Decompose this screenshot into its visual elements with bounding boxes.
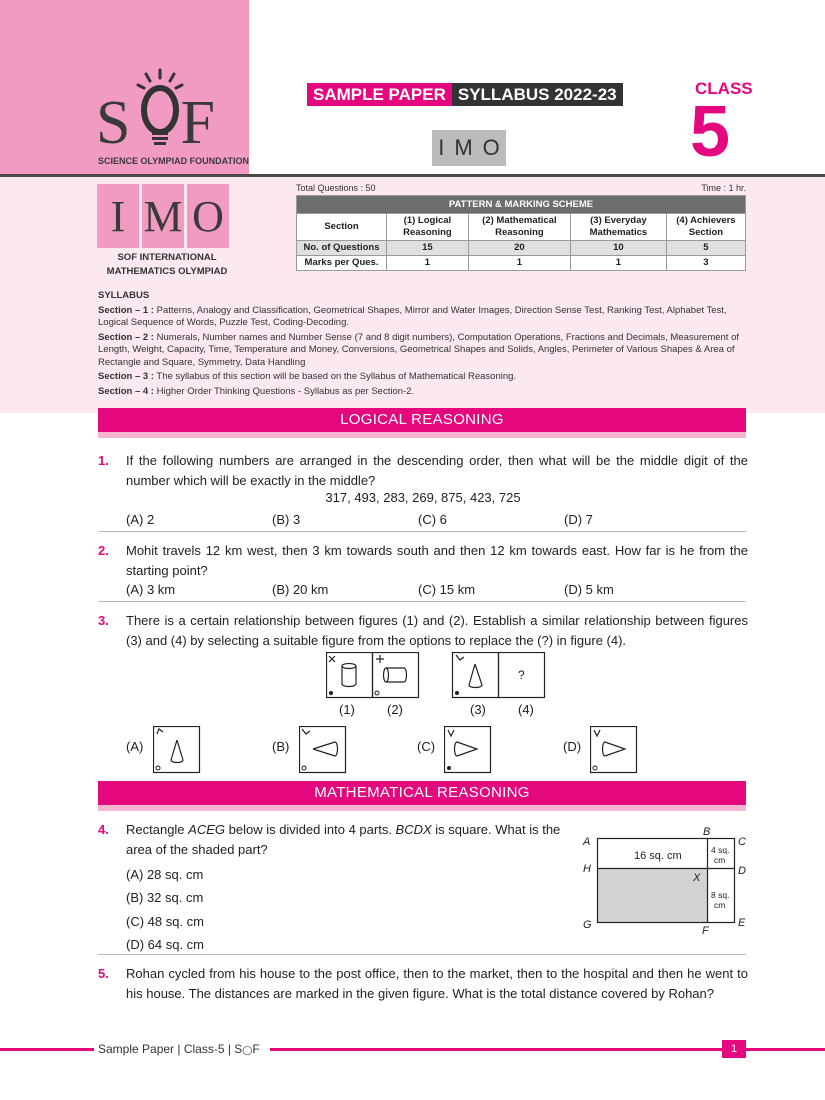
syllabus-heading: SYLLABUS (98, 290, 150, 301)
option-d[interactable]: (D) 5 km (564, 582, 614, 597)
section-underline (98, 432, 746, 438)
option-b[interactable]: (B) 32 sq. cm (126, 890, 204, 906)
label-a: A (583, 836, 591, 848)
q4-rectangle-figure (578, 822, 750, 938)
imo-logo-i: I (97, 184, 139, 248)
sof-logo (96, 68, 250, 168)
separator (98, 954, 746, 955)
footer-line-left (0, 1048, 94, 1051)
pattern-table (296, 195, 746, 271)
footer-text: Sample Paper | Class-5 | S◯F (98, 1042, 260, 1056)
class-label: CLASS (695, 79, 753, 98)
option-a[interactable]: (A) 28 sq. cm (126, 867, 204, 882)
label-h: H (583, 863, 591, 875)
question-5: 5. Rohan cycled from his house to the post office, then to the market, then to the hospital and then he went to his house. The distances are marked in the given figure. What is the total distance covered by Rohan? (98, 966, 748, 1001)
imo-logo-m: M (142, 184, 184, 248)
syllabus-section-1: Section – 1 : Patterns, Analogy and Classification, Geometrical Shapes, Mirror and Water Images, Direction Sense Test, Ranking Test, Alphabet Test, Logical Sequence of Words, Puzzle Test, Coding-Decoding. (98, 304, 727, 328)
q3-option-d-label[interactable]: (D) (563, 739, 582, 754)
bulb-icon (136, 68, 184, 152)
label-c: C (738, 836, 746, 848)
option-d[interactable]: (D) 64 sq. cm (126, 936, 205, 952)
label-d: D (738, 865, 746, 877)
col-header: (4) Achievers Section (666, 214, 745, 241)
col-header: (1) Logical Reasoning (387, 214, 469, 241)
label-e: E (738, 917, 746, 929)
area-4-line1: 4 sq. (711, 845, 730, 855)
q3-option-c-figure[interactable] (444, 726, 492, 774)
title-sample-paper: SAMPLE PAPER (307, 83, 452, 106)
option-c[interactable]: (C) 15 km (418, 582, 476, 597)
option-c[interactable]: (C) 6 (418, 512, 447, 527)
time-limit: Time : 1 hr. (701, 183, 746, 193)
syllabus-section-4: Section – 4 : Higher Order Thinking Questions - Syllabus as per Section-2. (98, 385, 415, 397)
separator (98, 601, 746, 602)
imo-logo (97, 184, 229, 248)
area-8-line1: 8 sq. (711, 890, 730, 900)
label-x: X (693, 872, 701, 884)
separator (98, 531, 746, 532)
q1-options (126, 511, 726, 529)
option-c[interactable]: (C) 48 sq. cm (126, 913, 205, 929)
area-8-line2: cm (714, 900, 726, 910)
shaded-region (597, 868, 707, 923)
title-syllabus: SYLLABUS 2022-23 (452, 83, 623, 106)
q3-option-b-figure[interactable] (299, 726, 347, 774)
syllabus-section-3: Section – 3 : The syllabus of this section will be based on the Syllabus of Mathematical Reasoning. (98, 371, 517, 382)
sof-full-name: SCIENCE OLYMPIAD FOUNDATION (98, 156, 250, 166)
label-b: B (703, 826, 711, 838)
option-b[interactable]: (B) 3 (272, 512, 301, 527)
q3-option-b-label[interactable]: (B) (272, 739, 290, 754)
col-header: (3) Everyday Mathematics (570, 214, 666, 241)
fig-label-1: (1) (339, 702, 355, 717)
fig-label-4: (4) (518, 702, 534, 717)
syllabus (98, 290, 748, 400)
area-4-line2: cm (714, 855, 726, 865)
option-a[interactable]: (A) 2 (126, 512, 155, 527)
class-number: 5 (690, 92, 731, 172)
section-logical-reasoning: LOGICAL REASONING (98, 408, 746, 432)
total-questions: Total Questions : 50 (296, 183, 376, 193)
imo-caption: SOF INTERNATIONAL MATHEMATICS OLYMPIAD (106, 252, 228, 277)
col-header: (2) Mathematical Reasoning (468, 214, 570, 241)
q4-options (126, 863, 204, 956)
label-g: G (583, 919, 592, 931)
pattern-title: PATTERN & MARKING SCHEME (297, 196, 746, 214)
q3-problem-figures (326, 652, 548, 700)
option-b[interactable]: (B) 20 km (272, 582, 329, 597)
fig-label-3: (3) (470, 702, 486, 717)
q1-sequence: 317, 493, 283, 269, 875, 423, 725 (325, 490, 521, 505)
question-1: 1. If the following numbers are arranged in the descending order, then what will be the middle digit of the number which will be exactly in the middle? (98, 453, 748, 488)
area-16: 16 sq. cm (634, 850, 682, 862)
sof-logo-letters: S F (96, 89, 217, 157)
q3-option-a-label[interactable]: (A) (126, 739, 144, 754)
table-row: Marks per Ques. 1 1 1 3 (297, 256, 746, 271)
title-bar (307, 83, 623, 106)
option-d[interactable]: (D) 7 (564, 512, 593, 527)
imo-small-logo: I M O (432, 130, 506, 166)
syllabus-section-2: Section – 2 : Numerals, Number names and Number Sense (7 and 8 digit numbers), Computation Operations, Fractions and Decimals, Measurement of Length, Weight, Capacity, Time, Temperature and Money, Conversions, Geometrical Shapes and Solids, Angles, Perimeter of Various Shapes & Area of Rectangle and Square, Symmetry, Data Handling (98, 331, 740, 368)
question-mark: ? (518, 668, 525, 682)
question-3: 3. There is a certain relationship between figures (1) and (2). Establish a similar relationship between figures (3) and (4) by selecting a suitable figure from the options to replace the (?) in figure (4). (98, 613, 748, 648)
q2-options (126, 581, 726, 599)
option-a[interactable]: (A) 3 km (126, 582, 176, 597)
imo-logo-o: O (187, 184, 229, 248)
question-4: 4. Rectangle ACEG below is divided into 4 parts. BCDX is square. What is the area of the shaded part? (98, 822, 561, 857)
section-underline (98, 805, 746, 811)
section-mathematical-reasoning: MATHEMATICAL REASONING (98, 781, 746, 805)
question-2: 2. Mohit travels 12 km west, then 3 km towards south and then 12 km towards east. How far is he from the starting point? (98, 543, 748, 578)
q3-option-a-figure[interactable] (153, 726, 201, 774)
q3-option-c-label[interactable]: (C) (417, 739, 436, 754)
col-header: Section (297, 214, 387, 241)
table-row: No. of Questions 15 20 10 5 (297, 241, 746, 256)
q3-option-d-figure[interactable] (590, 726, 638, 774)
fig-label-2: (2) (387, 702, 403, 717)
label-f: F (702, 925, 709, 937)
page-number: 1 (722, 1040, 746, 1058)
